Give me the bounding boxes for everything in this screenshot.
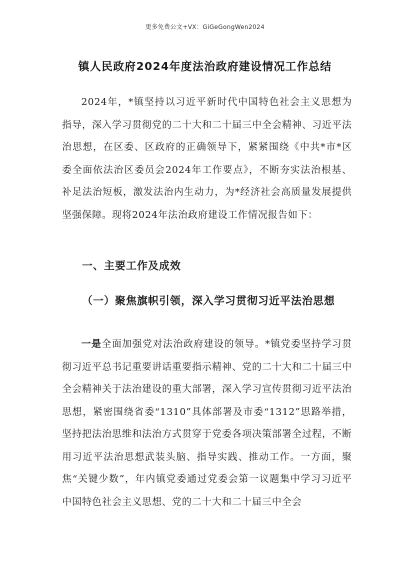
body-paragraph — [62, 334, 352, 514]
intro-paragraph: 2024年，*镇坚持以习近平新时代中国特色社会主义思想为指导，深入学习贯彻党的二十大和二十届三中全会精神、习近平法治思想，在区委、区政府的正确领导下，紧紧围绕《中共*市*区委全面依法治区委员会2024年工作要点》，不断夯实法治根基、补足法治短板，激发法治内生动力，为*经济社会高质量发展提供坚强保障。现将2024年法治政府建设工作情况报告如下： — [62, 97, 352, 221]
subsection-heading: （一）聚焦旗帜引领，深入学习贯彻习近平法治思想 — [82, 295, 335, 307]
body-paragraph-lead: 一是 — [81, 339, 102, 350]
document-title: 镇人民政府2024年度法治政府建设情况工作总结 — [78, 60, 332, 73]
body-paragraph-text: 全面加强党对法治政府建设的领导。*镇党委坚持学习贯彻习近平总书记重要讲话重要指示精神、党的二十大和二十届三中全会精神关于法治建设的重大部署，深入学习宣传贯彻习近平法治思想，紧密围绕省委“1310”具体部署及市委“1312”思路举措，坚持把法治思维和法治方式贯穿于党委各项决策部署全过程，不断用习近平法治思想武装头脑、指导实践、推动工作。一方面，聚焦“关键少数”，年内镇党委通过党委会第一议题集中学习习近平中国特色社会主义思想、党的二十大和二十届三中全会 — [62, 339, 352, 508]
header-note: 更多免费公文+VX：GiGeGongWen2024 — [145, 24, 265, 31]
section-heading: 一、主要工作及成效 — [82, 260, 181, 272]
